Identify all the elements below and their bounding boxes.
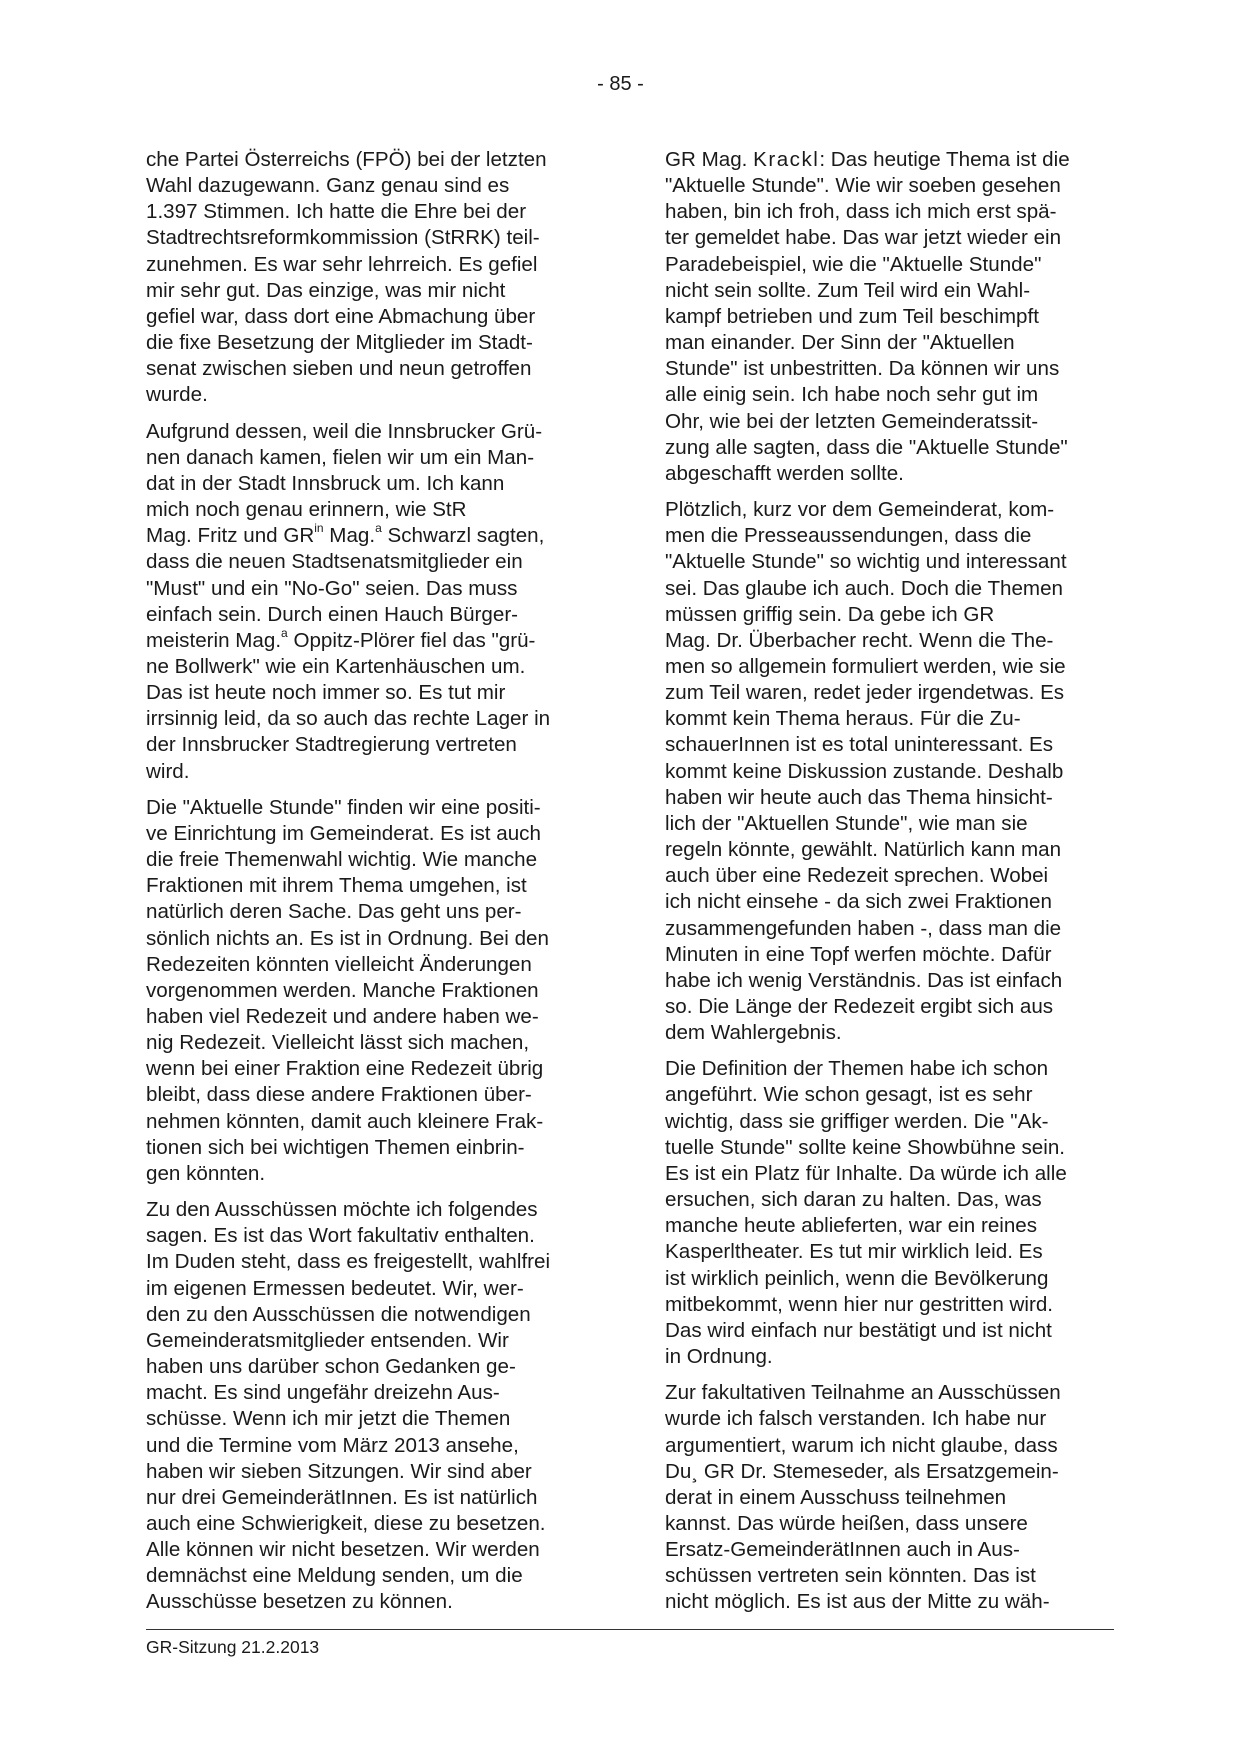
text-line: wurde. (146, 383, 208, 407)
text-line: Mag. Dr. Überbacher recht. Wenn die The- (665, 628, 1054, 652)
text-line: haben viel Redezeit und andere haben we- (146, 1005, 539, 1028)
text-line: Minuten in eine Topf werfen möchte. Dafür (665, 942, 1052, 966)
text-line: Im Duden steht, dass es freigestellt, wahlfrei (146, 1250, 551, 1274)
text-line: irrsinnig leid, da so auch das rechte Lager in (146, 707, 551, 731)
text-line: nen danach kamen, fielen wir um ein Man- (146, 445, 535, 469)
text-line: einfach sein. Durch einen Hauch Bürger- (146, 602, 519, 626)
text-line: schauerInnen ist es total uninteressant. Es (665, 733, 1054, 757)
text-line: Das wird einfach nur bestätigt und ist nicht (665, 1318, 1052, 1342)
text-line: in Ordnung. (665, 1345, 773, 1369)
text-line: argumentiert, warum ich nicht glaube, dass (665, 1433, 1058, 1457)
text-line: dat in der Stadt Innsbruck um. Ich kann (146, 471, 505, 495)
text-line: kommt keine Diskussion zustande. Deshalb (665, 759, 1064, 783)
text-line: zunehmen. Es war sehr lehrreich. Es gefiel (146, 252, 538, 276)
text-segment: GR Mag. (665, 148, 754, 171)
text-segment: meisterin Mag. (146, 628, 282, 652)
text-line: nicht sein sollte. Zum Teil wird ein Wahl- (665, 278, 1031, 302)
text-line: mich noch genau erinnern, wie StR (146, 498, 467, 522)
footer-session-label: GR-Sitzung 21.2.2013 (146, 1637, 320, 1657)
text-line: nehmen könnten, damit auch kleinere Frak- (146, 1109, 544, 1133)
text-line: schüsse. Wenn ich mir jetzt die Themen (146, 1407, 511, 1431)
text-line: derat in einem Ausschuss teilnehmen (665, 1485, 1007, 1509)
text-segment: Mag. Fritz und GR (146, 524, 315, 548)
text-line: kampf betrieben und zum Teil beschimpft (665, 304, 1039, 328)
text-line: ter gemeldet habe. Das war jetzt wieder ein (665, 226, 1062, 250)
text-line (146, 625, 596, 654)
text-line: tionen sich bei wichtigen Themen einbrin- (146, 1135, 525, 1159)
text-line: Es ist ein Platz für Inhalte. Da würde ich alle (665, 1161, 1067, 1185)
text-line: kommt kein Thema heraus. Für die Zu- (665, 707, 1021, 731)
left-paragraph-3 (146, 795, 596, 1187)
text-line: Stadtrechtsreformkommission (StRRK) teil- (146, 226, 540, 250)
text-line: gen könnten. (146, 1161, 266, 1185)
text-line: Zu den Ausschüssen möchte ich folgendes (146, 1198, 538, 1222)
text-line: "Aktuelle Stunde" so wichtig und interessant (665, 550, 1067, 574)
footer-divider (146, 1629, 1114, 1630)
text-line: Alle können wir nicht besetzen. Wir werden (146, 1538, 540, 1562)
left-paragraph-4 (146, 1197, 596, 1616)
text-line: Das ist heute noch immer so. Es tut mir (146, 681, 506, 705)
text-line: kannst. Das würde heißen, dass unsere (665, 1511, 1028, 1535)
superscript: a (281, 625, 288, 640)
page-number: - 85 - (597, 73, 644, 95)
text-line: Wahl dazugewann. Ganz genau sind es (146, 174, 510, 198)
text-line: senat zwischen sieben und neun getroffen (146, 357, 532, 381)
superscript: a (375, 521, 382, 536)
text-line: auch eine Schwierigkeit, diese zu besetzen. (146, 1511, 546, 1535)
text-line: man einander. Der Sinn der "Aktuellen (665, 331, 1015, 355)
text-line: nig Redezeit. Vielleicht lässt sich machen, (146, 1031, 530, 1055)
text-line: zum Teil waren, redet jeder irgendetwas. Es (665, 681, 1065, 705)
text-line: ersuchen, sich daran zu halten. Das, was (665, 1188, 1042, 1212)
text-line: zung alle sagten, dass die "Aktuelle Stunde" (665, 435, 1068, 459)
text-line: ist wirklich peinlich, wenn die Bevölkerung (665, 1266, 1049, 1290)
text-line: natürlich deren Sache. Das geht uns per- (146, 900, 522, 924)
text-line: Ohr, wie bei der letzten Gemeinderatssit- (665, 409, 1039, 433)
text-line: ve Einrichtung im Gemeinderat. Es ist auch (146, 821, 541, 845)
left-paragraph-2 (146, 419, 596, 785)
text-line: men die Presseaussendungen, dass die (665, 524, 1032, 548)
text-line: habe ich wenig Verständnis. Das ist einfach (665, 968, 1063, 992)
text-line: tuelle Stunde" sollte keine Showbühne sein. (665, 1135, 1066, 1159)
text-line: Kasperltheater. Es tut mir wirklich leid. Es (665, 1240, 1043, 1264)
text-line: men so allgemein formuliert werden, wie sie (665, 654, 1066, 678)
text-line: müssen griffig sein. Da gebe ich GR (665, 602, 995, 626)
text-line: wurde ich falsch verstanden. Ich habe nur (665, 1407, 1047, 1431)
text-line: "Must" und ein "No-Go" seien. Das muss (146, 576, 518, 600)
text-line: angeführt. Wie schon gesagt, ist es sehr (665, 1083, 1033, 1107)
text-line: macht. Es sind ungefähr dreizehn Aus- (146, 1381, 500, 1405)
text-line: vorgenommen werden. Manche Fraktionen (146, 978, 539, 1002)
text-line: zusammengefunden haben -, dass man die (665, 916, 1062, 940)
right-column (665, 147, 1115, 1626)
text-line: Paradebeispiel, wie die "Aktuelle Stunde" (665, 252, 1042, 276)
text-segment: Oppitz-Plörer fiel das "grü- (287, 628, 536, 652)
text-line: Aufgrund dessen, weil die Innsbrucker Grü- (146, 419, 543, 443)
text-line: haben wir sieben Sitzungen. Wir sind aber (146, 1459, 532, 1483)
text-line: wenn bei einer Fraktion eine Redezeit übrig (146, 1057, 544, 1081)
text-segment: : Das heutige Thema ist die (819, 148, 1070, 171)
text-line: nicht möglich. Es ist aus der Mitte zu wäh- (665, 1590, 1050, 1614)
text-line: 1.397 Stimmen. Ich hatte die Ehre bei der (146, 200, 527, 224)
text-line: dass die neuen Stadtsenatsmitglieder ein (146, 550, 523, 574)
text-line (146, 523, 596, 549)
text-line: abgeschafft werden sollte. (665, 461, 904, 485)
left-paragraph-1 (146, 147, 596, 409)
text-line: dem Wahlergebnis. (665, 1021, 842, 1045)
text-line: im eigenen Ermessen bedeutet. Wir, wer- (146, 1276, 524, 1300)
text-line: Stunde" ist unbestritten. Da können wir uns (665, 357, 1060, 381)
text-line: manche heute ablieferten, war ein reines (665, 1214, 1038, 1238)
text-line: Die Definition der Themen habe ich schon (665, 1057, 1049, 1081)
text-line: Die "Aktuelle Stunde" finden wir eine positi- (146, 795, 541, 819)
right-paragraph-4 (665, 1380, 1115, 1615)
text-segment: Mag. (323, 524, 376, 548)
text-line: demnächst eine Meldung senden, um die (146, 1564, 523, 1588)
text-line: Fraktionen mit ihrem Thema umgehen, ist (146, 874, 527, 898)
text-line: gefiel war, dass dort eine Abmachung über (146, 304, 536, 328)
right-paragraph-2 (665, 497, 1115, 1046)
text-line: Du¸ GR Dr. Stemeseder, als Ersatzgemein- (665, 1459, 1059, 1483)
text-line: Plötzlich, kurz vor dem Gemeinderat, kom- (665, 498, 1055, 522)
text-line: schüssen vertreten sein könnten. Das ist (665, 1564, 1036, 1588)
text-line: wichtig, dass sie griffiger werden. Die "Ak- (665, 1109, 1049, 1133)
text-line: regeln könnte, gewählt. Natürlich kann man (665, 838, 1062, 862)
text-segment: Schwarzl sagten, (381, 524, 545, 548)
text-line (665, 147, 1115, 173)
left-column (146, 147, 596, 1626)
text-line: Gemeinderatsmitglieder entsenden. Wir (146, 1328, 509, 1352)
text-line: auch über eine Redezeit sprechen. Wobei (665, 864, 1049, 888)
right-paragraph-3 (665, 1056, 1115, 1370)
text-line: mitbekommt, wenn hier nur gestritten wird. (665, 1292, 1053, 1316)
text-line: nur drei GemeinderätInnen. Es ist natürlich (146, 1485, 538, 1509)
text-line: sei. Das glaube ich auch. Doch die Themen (665, 576, 1063, 600)
text-line: die fixe Besetzung der Mitglieder im Stadt- (146, 331, 533, 355)
text-line: alle einig sein. Ich habe noch sehr gut im (665, 383, 1039, 407)
text-line: Redezeiten könnten vielleicht Änderungen (146, 952, 532, 976)
text-line: Zur fakultativen Teilnahme an Ausschüssen (665, 1381, 1061, 1405)
text-line: lich der "Aktuellen Stunde", wie man sie (665, 811, 1028, 835)
right-paragraph-1 (665, 147, 1115, 487)
text-line: sagen. Es ist das Wort fakultativ enthalten. (146, 1224, 535, 1248)
text-line: wird. (146, 759, 190, 783)
text-line: so. Die Länge der Redezeit ergibt sich aus (665, 995, 1054, 1018)
superscript: in (314, 521, 324, 536)
text-line: Ausschüsse besetzen zu können. (146, 1590, 453, 1614)
text-line: haben wir heute auch das Thema hinsicht- (665, 785, 1053, 809)
text-line: ne Bollwerk" wie ein Kartenhäuschen um. (146, 654, 526, 678)
text-line: der Innsbrucker Stadtregierung vertreten (146, 733, 517, 757)
text-line: haben, bin ich froh, dass ich mich erst spä- (665, 200, 1057, 224)
text-line: den zu den Ausschüssen die notwendigen (146, 1302, 531, 1326)
text-line: Ersatz-GemeinderätInnen auch in Aus- (665, 1538, 1020, 1562)
text-line: haben uns darüber schon Gedanken ge- (146, 1355, 516, 1379)
text-line: mir sehr gut. Das einzige, was mir nicht (146, 278, 506, 302)
text-line: che Partei Österreichs (FPÖ) bei der letzten (146, 148, 547, 171)
text-line: "Aktuelle Stunde". Wie wir soeben gesehen (665, 174, 1061, 198)
speaker-name: Krackl (753, 148, 820, 171)
text-line: und die Termine vom März 2013 ansehe, (146, 1433, 519, 1457)
text-line: ich nicht einsehe - da sich zwei Fraktionen (665, 890, 1052, 914)
text-line: bleibt, dass diese andere Fraktionen über- (146, 1083, 532, 1107)
text-line: sönlich nichts an. Es ist in Ordnung. Bei den (146, 926, 549, 950)
text-line: die freie Themenwahl wichtig. Wie manche (146, 848, 538, 872)
